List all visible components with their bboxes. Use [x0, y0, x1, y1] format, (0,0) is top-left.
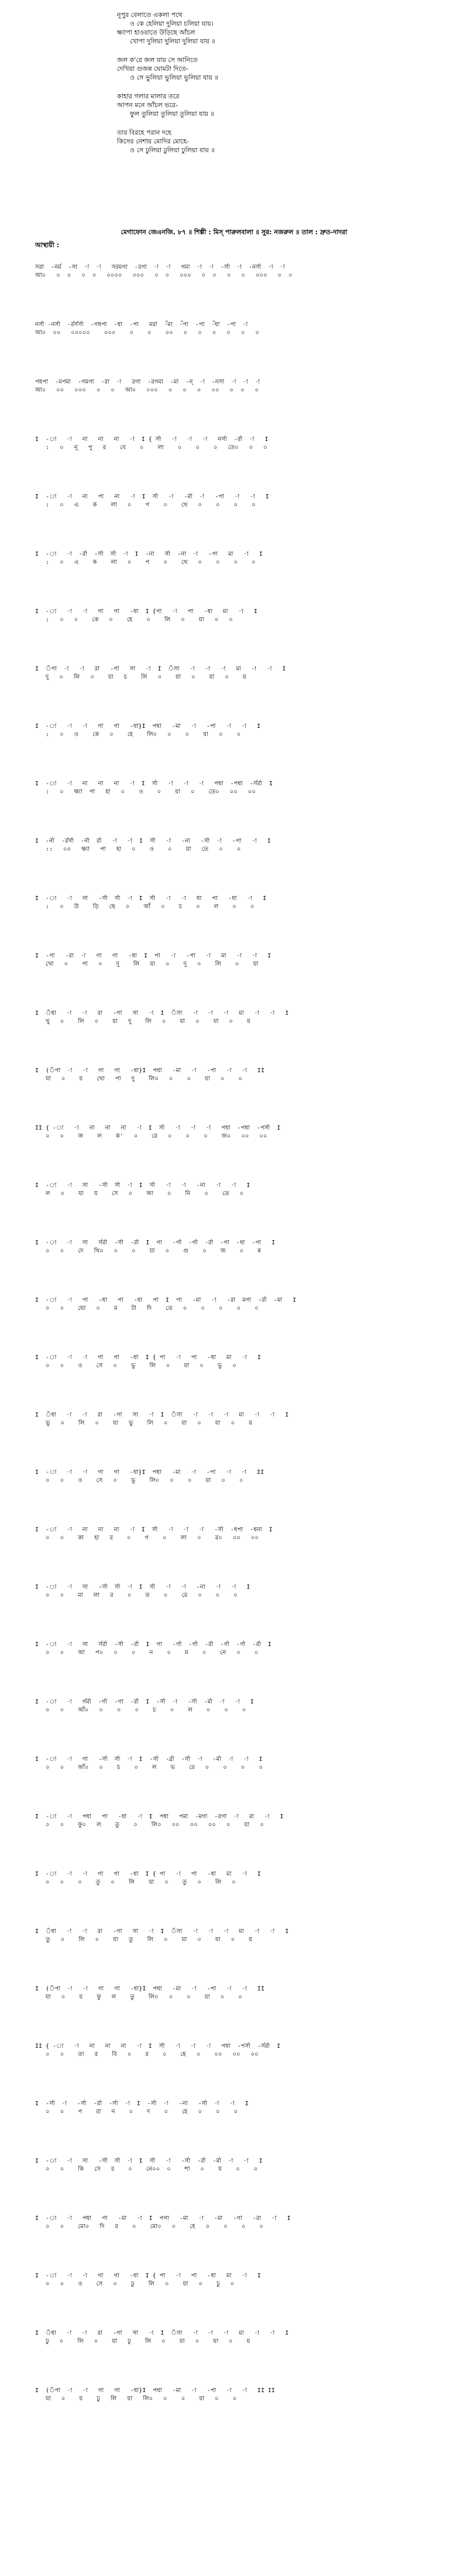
notation-row [35, 723, 445, 780]
notation-lyric: : ০ উ ড়ি ছে ০ আঁ ০ চ ০ ল ০ ০ [35, 904, 254, 910]
notation-lyric: যা ০ য় খো পা দু লি০ ০ ০ য়া ০ ০ [35, 1076, 242, 1082]
notation-row [35, 1010, 445, 1067]
notation-lyric: : ০ নূ পু র বে ০ লা ০ ০ ০ তে০ ০ ০ [35, 444, 267, 451]
notation-lyric: : ০ ক্ষ্যা পা হা ০ ও ০ য়া ০ তে০ ০০ ০০ [35, 789, 256, 795]
notation-swaras: I -া -া সা র্সর্রা -র্সা -র্রা I গা -র্গা -র্গা -র্রা -গা -ধা -পা I [35, 1240, 276, 1246]
notation-row [35, 1928, 445, 1985]
notation-row [35, 1756, 445, 1813]
notation-swaras: I (ঁপা -া -া গা গা -ধা}I পধা -মা -া -পা -া -া II [35, 1068, 264, 1074]
notation-swaras: I -র্না -র্রর্সা -র্না র্রা -া -া I র্সা -া -না -র্সা -া -পা -া I [35, 838, 271, 844]
lyrics-block [117, 11, 351, 165]
notation-row [35, 2215, 445, 2272]
notation-swaras: II { -া -া না না না -া I র্সা -া -া -া পধা -পধা -পর্সা I [35, 1125, 281, 1131]
lyric-line: ক্ষ্যাপা হাওয়াতে উড়িছে আঁচল [117, 29, 195, 36]
notation-swaras: I (ঁপা -া -া গা গা -ধা}I পধা -মা -া -পা -া -া II II [35, 2387, 276, 2394]
notation-swaras: I -া -া সা র্সর্রা -র্সা -র্রা I গা -র্গা -র্গা -র্রা -র্গা -র্গা -র্রা I [35, 1641, 271, 1648]
notation-swaras: I -া -া -া গা গা -ধা I { পা -া পা -ধা মা -া I [35, 1871, 261, 1877]
notation-block [35, 264, 445, 2444]
lyric-line: আপন মনে আঁচল ভরে- [117, 101, 178, 109]
notation-swaras: I ঁধা -া -া রা -গা সা -া I ঁসা -া -া -া মা -া -া I [35, 1010, 289, 1017]
lyrics-stanza [117, 92, 351, 118]
notation-lyric: ০ ০ প রা ন ০ দ ০ হে ০ ০ ০ [35, 2109, 238, 2115]
notation-row [35, 1985, 445, 2043]
notation-row [35, 1698, 445, 1756]
notation-lyric: ০ ০ তা র বি ০ র ০ হে ০ ০০ ০০ ০০ [35, 2051, 259, 2058]
notation-lyric: ভু ০ লি ০ য়া ভু লি ০ য়া ০ যা ০ য় [35, 1420, 253, 1426]
notation-row [35, 550, 445, 608]
notation-swaras: I ঁধা -া -া রা -গা সা -া I ঁসা -া -া -া মা -া -া I [35, 2330, 289, 2336]
notation-lyric: ০ ০ ও সে ০ ভু লি ০ য়া ০ ভু ০ [35, 1363, 236, 1369]
notation-swaras: I ঁধা -া -া রা -গা সা -া I ঁসা -া -া -া মা -া -া I [35, 1412, 289, 1418]
notation-lyric: ০ ০ দে খি০ ০ ০ য়া ০ গু ০ জ ০ ন্ন [35, 1248, 261, 1254]
notation-row [35, 1469, 445, 1526]
notation-lyric: ০ ০ জ ল ক' ০ রে ০ ০ ০ জ০ ০০ ০০ [35, 1133, 267, 1140]
notation-row [35, 2272, 445, 2329]
notation-lyric: ০ ০ ফু০ ল তু ০ লি০ ০০ ০০ ০০ ০ য়া ০ [35, 1822, 264, 1828]
notation-lyric: :: ০০ ক্ষ্যা পা হা ০ ও ০ য়া তে ০ ০ [35, 846, 241, 853]
notation-swaras: II { -া -া না না না -া I র্সা -া -া -া পধা -পর্সা -র্সর্রা I [35, 2043, 281, 2050]
notation-lyric: ০ ০ ও সে ০ ঢু লি ০ য়া ০ ঢু ০ [35, 2281, 235, 2287]
notation-row [35, 1813, 445, 1870]
notation-lyric: যা ০ য় ঢু লি য়া লি০ ০ ০ য়া ০ ০ [35, 2396, 237, 2402]
notation-row [35, 1526, 445, 1583]
notation-lyric: : ০ এ ক লা ০ প ০ থে ০ ০ ০ ০ [35, 559, 256, 566]
notation-swaras: I ঁপা -া -া রা -গা সা -া I ঁসা -া -া -া মা -া -া I [35, 666, 286, 672]
notation-lyric: ০ ০ মা লা র ০ ত ০ রে ০ ০ ০ [35, 1592, 238, 1599]
notation-row [35, 895, 445, 952]
notation-lyric: খো ০ পা ০ দু লি য়া ০ দু ০ লি ০ য়া [35, 961, 259, 967]
notation-row [35, 837, 445, 895]
notation-swaras: I -া -া গা -র্সা র্সা -া I -র্সা -র্র্রা -র্সা -া -র্মা -া -া I [35, 1756, 263, 1763]
notation-swaras: নর্সা -নর্সা -র্রর্সর্সা -গধপা -ধা -পা মরা -ঁমা -ঁপা -পা -ঁধা -পা -া [35, 321, 248, 328]
notation-row [35, 378, 445, 436]
lyric-line: নূপুর বেলাতে একলা পথে [117, 11, 183, 19]
notation-swaras: I -া -া র্গর্মা -র্গা -গা -র্রা I -র্সা -া -র্সা -র্মা -া -া I [35, 1699, 254, 1705]
notation-row [35, 1870, 445, 1928]
lyrics-stanza [117, 56, 351, 82]
notation-lyric: ০ ০ মো০ দি র ০ মো০ ০ হে ০ ০ ০ ০ [35, 2223, 263, 2230]
notation-row [35, 436, 445, 493]
notation-swaras: I -া -া -া গা গা -ধা I {পা -া পা -ধা মা -া I [35, 608, 257, 615]
notation-swaras: I -া -া না না না -া I র্সা -া -া -া -র্সা -ধপা -ধনা I [35, 1527, 273, 1533]
notation-row [35, 264, 445, 321]
notation-row [35, 2043, 445, 2100]
lyric-line: তার বিরহে পরান দহে [117, 129, 171, 136]
notation-row [35, 321, 445, 378]
notation-row [35, 1583, 445, 1641]
notation-row [35, 1124, 445, 1182]
notation-lyric: ঢু ০ লি ০ য়া ঢু লি ০ য়া ০ যা ০ য় [35, 2338, 250, 2345]
notation-lyric: ০ ০ কি সে র ০ নে০০ ০ শা ০ য় ০ ০ [35, 2166, 258, 2173]
notation-lyric: : ০ এ ক লা ০ প ০ থে ০ ০ ০ ০ [35, 502, 256, 508]
notation-lyric: ০ ০ ও সে ০ ভু লি০ ০ ০ য়া ০ ০ [35, 1477, 243, 1484]
notation-lyric: ০ ০ কা হা র ০ গ ০ লা ০ র০ ০০ ০০ [35, 1535, 259, 1541]
notation-row [35, 2387, 445, 2444]
notation-row [35, 1067, 445, 1124]
lyrics-stanza [117, 128, 351, 155]
notation-row [35, 952, 445, 1010]
section-label: আস্থায়ী : [35, 241, 60, 249]
notation-swaras: I -া -া সা -র্সা র্সা -া I র্সা -া -র্সা -র্রা -র্মা -া -া I [35, 2158, 263, 2164]
notation-lyric: আ০ ০ ০ ০ ০ ০০০০ ০০০ ০ ০ ০০০ ০ ০ ০ ০ ০০০ ০ ০ [35, 272, 292, 279]
notation-lyric: ০ ০ ঘো ০ ম টা দি তে ০ ০ ০ ০ ০ [35, 1305, 259, 1312]
lyric-line: ও সে ভুলিয়া ভুলিয়া ভুলিয়া যায় ॥ [130, 74, 218, 81]
notation-swaras: I -া -া সা -র্সা র্সা -া I র্সা -া -া ধা পা -ধা -া I [35, 895, 267, 902]
notation-lyric: যা ০ য় ফু ল তু লি০ ০ ০ য়া ০ ০ [35, 1994, 242, 2000]
notation-swaras: I -া -া না না না -া I র্সা -া -া -া পধা -পধা -র্সর্রা I [35, 781, 273, 787]
notation-swaras: I -া -া -া গা গা -ধা I { পা -া পা -ধা মা -া I [35, 1354, 261, 1361]
notation-lyric: তু ০ লি ০ য়া তু লি ০ য়া ০ যা ০ য় [35, 1937, 253, 1943]
lyrics-stanza [117, 11, 351, 46]
notation-row [35, 2100, 445, 2157]
notation-row [35, 608, 445, 665]
notation-swaras: I -া -া সা -র্সা র্সা -া I র্সা -া -া -না -া -া I [35, 1584, 250, 1590]
lyric-line: ও সে ঢুলিয়া ঢুলিয়া ঢুলিয়া যায় ॥ [130, 146, 215, 154]
notation-lyric: : ০ ও কে ০ হে লি০ ০ ০ য়া ০ ০ [35, 731, 241, 738]
notation-swaras: I (ঁপা -া -া গা গা -ধা}I পধা -মা -া -পা -া -া II [35, 1986, 264, 1992]
notation-swaras: I -া -া সা -র্সা র্সা -া I র্সা -া -া -না -া -া I [35, 1182, 250, 1189]
notation-row [35, 780, 445, 837]
notation-lyric: : ০ ০ কে ০ হে ০ লি ০ য়া ০ ০ [35, 617, 233, 623]
notation-lyric: আ০ ০০ ০০০ ০ ০ আ০ ০০০ ০ ০ ০ ০০ ০ ০ ০ [35, 387, 259, 394]
notation-row [35, 2329, 445, 2387]
notation-swaras: I ঁধা -া -া রা -গা সা -া I ঁসা -া -া -া মা -া -া I [35, 1928, 289, 1935]
notation-swaras: I -া -া -া গা গা -ধা}I পধা -মা -া -পা -া -া I [35, 723, 261, 730]
notation-swaras: I -া -া পধা পা -ধা -া I পধা পমা -মগা -রগা -া রা -া I [35, 1814, 284, 1820]
notation-row [35, 1354, 445, 1411]
lyric-line: খোপা দুলিয়া দুলিয়া দুলিয়া যায় ॥ [130, 37, 215, 45]
record-info: মেগাফোন জেএনজি. ৮৭ ॥ শিল্পী : মিস্ পারুলবালা ॥ সুর: নজরুল ॥ তাল : দ্রুত-দাদরা [121, 228, 347, 236]
lyric-line: ফুল তুলিয়া তুলিয়া তুলিয়া যায় ॥ [130, 110, 214, 118]
lyric-line: ও কে হেলিয়া দুলিয়া চলিয়া যায়। [130, 20, 214, 28]
notation-swaras: পধপা -মপমা -গমগা -রা -া রগা -রগমা -মা -ন্‌ -া -নসা -া -া -া [35, 379, 260, 385]
notation-lyric: ০ ০ ০ তু ০ লি য়া ০ তু ০ লি ০ [35, 1879, 236, 1886]
notation-lyric: খু ০ লি ০ য়া দু লি ০ য়া ০ যা ০ য় [35, 1018, 251, 1025]
notation-swaras: I -র্সা -া -র্সা -র্রা -র্সা -া I -র্সা -া -না -র্সা -া -া I [35, 2101, 249, 2107]
notation-swaras: I -া -া পা -ধা পা -ধা পা I পা -মা -া -রা মগা -র্রা -মা I [35, 1297, 297, 1304]
notation-lyric: ল ০ যা য় সে ০ আ ০ নি ০ তে ০ [35, 1190, 244, 1197]
notation-row [35, 493, 445, 550]
notation-lyric: আ০ ০০ ০০০০০ ০০০ ০ ০ ০০ ০ ০ ০ ০ ০ ০ [35, 330, 260, 336]
lyric-line: কিসের নেশায় মোদির মোহে- [117, 138, 189, 145]
notation-swaras: I -া -া না পা না -া I র্সা -া -র্মা -া -পা -া -া I [35, 494, 269, 500]
notation-row [35, 2157, 445, 2215]
notation-row [35, 1641, 445, 1698]
notation-row [35, 1296, 445, 1354]
notation-swaras: I -া -া -া গা গা -ধা}I পধা -মা -া -পা -া -া II [35, 1469, 264, 1476]
notation-swaras: I -া -া না না না -া I { র্সা -া -া -া নর্সা -র্রা -া I [35, 436, 269, 443]
notation-row [35, 1182, 445, 1239]
notation-lyric: ০ ০ আ প০ ০ ০ ন ০ ম ০ নে ০ ০ [35, 1650, 259, 1656]
notation-swaras: I -া -া পধা পা -মা -া I পগা -মা -া -মা -গা -রা -া I [35, 2215, 291, 2222]
notation-swaras: I -া -া -র্রা -র্সা র্সা -া I -না র্সা -না -া -পা মা -া I [35, 551, 263, 557]
notation-lyric: ০ ০ আঁ০ ০ ০ ০ চ ০ ল ০ ০ ০ [35, 1707, 246, 1713]
notation-swaras: সরা -নর্ম -সা -া -া সরমগা -রগা -া -া গমা -া -া -র্সা -া -নর্সা -া -া [35, 264, 285, 271]
lyric-line: দেখিয়া গুজন্ন ঘোমটা দিতে- [117, 65, 188, 73]
notation-lyric: ০ ০ আঁ০ ০ চ ০ ল ভ রে ০ ০ ০ ০ [35, 1764, 263, 1771]
notation-row [35, 665, 445, 723]
notation-swaras: I -গা -রা -া গা গা -ধা I পা -া -পা -া মা -া -া I [35, 953, 271, 959]
notation-row [35, 1411, 445, 1469]
lyric-line: কাহার গলার মালার তরে [117, 93, 180, 100]
notation-row [35, 1239, 445, 1296]
lyric-line: জল ক'রে জল যায় সে আনিতে [117, 56, 198, 64]
notation-lyric: দু ০ লি ০ য়া চ লি ০ য়া ০ যা ০ য় [35, 674, 246, 680]
notation-swaras: I -া -া -া গা গা -ধা I { পা -া পা -ধা মা -া I [35, 2273, 261, 2279]
